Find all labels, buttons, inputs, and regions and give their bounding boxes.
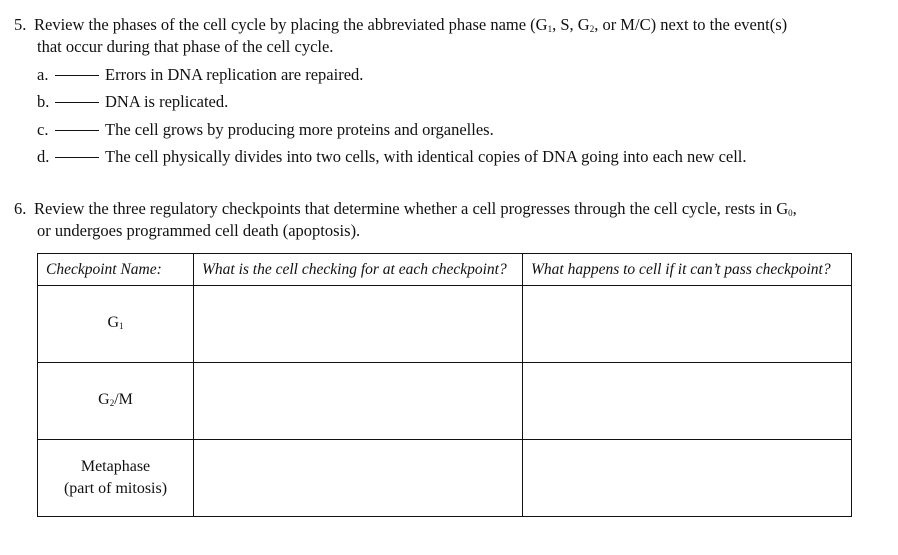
answer-blank-d[interactable] <box>55 157 99 158</box>
item-text: Errors in DNA replication are repaired. <box>105 65 364 84</box>
answer-cell-fail[interactable] <box>523 286 852 363</box>
header-checkpoint-name: Checkpoint Name: <box>38 254 194 286</box>
answer-blank-a[interactable] <box>55 75 99 76</box>
header-checking-for: What is the cell checking for at each checkpoint? <box>194 254 523 286</box>
q5-item-d <box>37 146 747 168</box>
item-letter: d. <box>37 147 50 166</box>
table-row <box>38 363 852 440</box>
checkpoint-name-cell <box>38 286 194 363</box>
checkpoint-name-cell <box>38 440 194 517</box>
question-5-number: 5. <box>14 15 27 34</box>
table-row <box>38 440 852 517</box>
question-5-line2: that occur during that phase of the cell cycle. <box>37 37 334 56</box>
item-letter: c. <box>37 120 49 139</box>
table-header-row <box>38 254 852 286</box>
answer-cell-checking[interactable] <box>194 286 523 363</box>
table-row <box>38 286 852 363</box>
checkpoint-name: Metaphase <box>80 458 151 475</box>
question-6-line1: Review the three regulatory checkpoints that determine whether a cell progresses through the cell cycle, rests in $G_0$, <box>34 199 797 218</box>
header-what-happens: What happens to cell if it can’t pass checkpoint? <box>523 254 852 286</box>
answer-blank-b[interactable] <box>55 102 99 103</box>
question-6-line2: or undergoes programmed cell death (apoptosis). <box>37 221 361 240</box>
answer-blank-c[interactable] <box>55 130 99 131</box>
checkpoint-name: $G_1$ <box>107 313 124 331</box>
checkpoint-table <box>37 253 852 517</box>
item-text: The cell grows by producing more proteins and organelles. <box>105 120 494 139</box>
q5-item-c <box>37 119 494 141</box>
answer-cell-checking[interactable] <box>194 363 523 440</box>
answer-cell-fail[interactable] <box>523 363 852 440</box>
answer-cell-checking[interactable] <box>194 440 523 517</box>
checkpoint-name-cell <box>38 363 194 440</box>
answer-cell-fail[interactable] <box>523 440 852 517</box>
item-letter: a. <box>37 65 49 84</box>
q5-item-b <box>37 91 228 113</box>
q5-item-a <box>37 64 363 86</box>
item-text: The cell physically divides into two cells, with identical copies of DNA going into each new cell. <box>105 147 747 166</box>
checkpoint-name-note: (part of mitosis) <box>63 480 168 497</box>
question-6-number: 6. <box>14 199 27 218</box>
question-5-line1: Review the phases of the cell cycle by placing the abbreviated phase name ($G_1$, S, $G_2$, or M/C) next to the event(s) <box>34 15 788 34</box>
checkpoint-name: $G_2/M$ <box>98 390 133 408</box>
item-letter: b. <box>37 92 50 111</box>
item-text: DNA is replicated. <box>105 92 229 111</box>
